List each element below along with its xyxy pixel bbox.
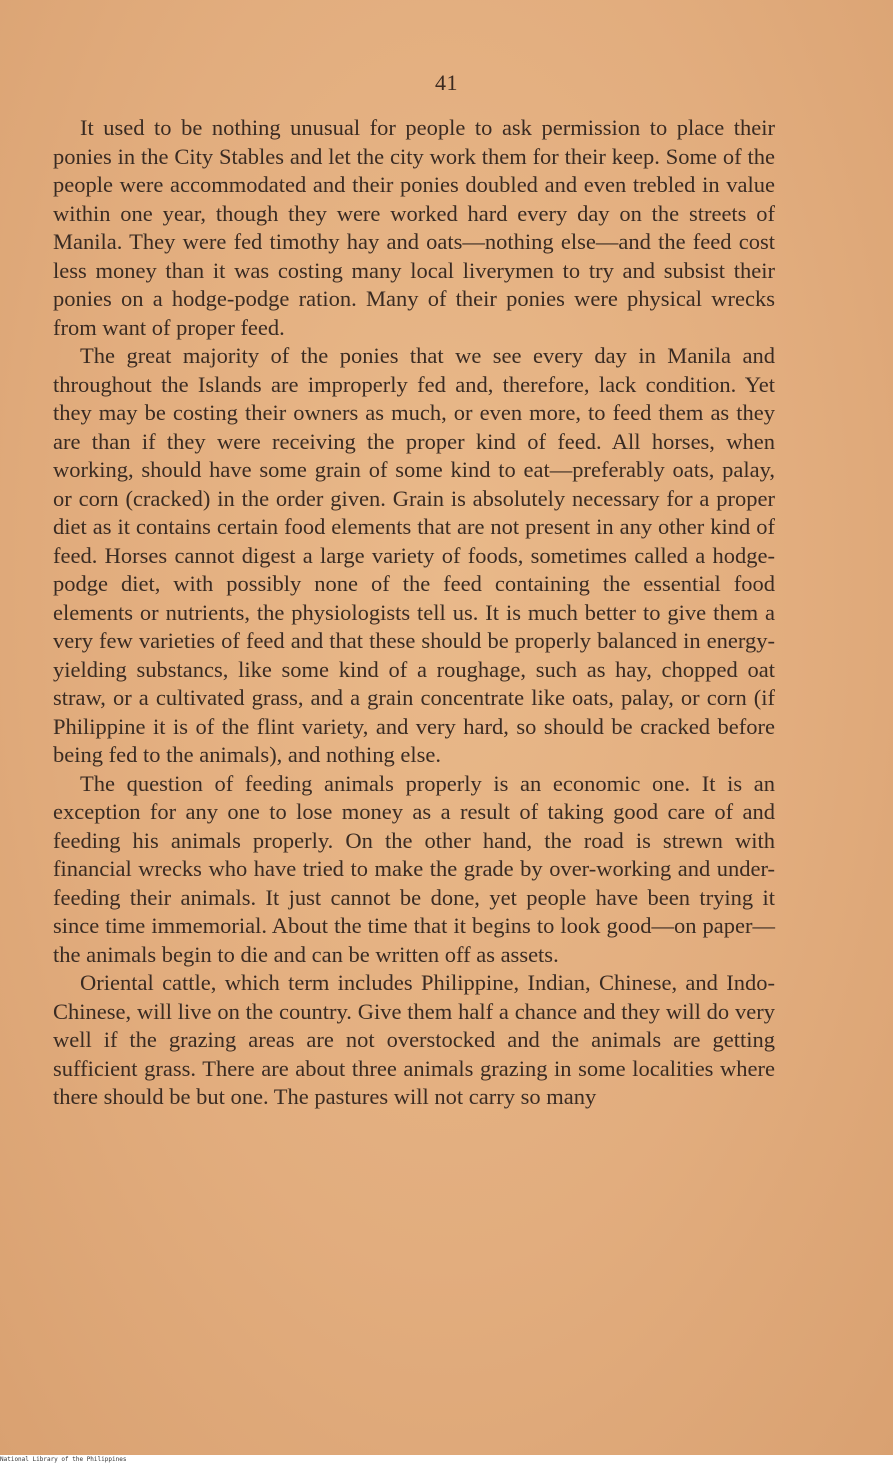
paragraph-2: The great majority of the ponies that we see every day in Manila and throughout the Islands are improperly fed and, therefore, lack condition. Yet they may be costing their owners as much, or even more, to feed them as they are than if they were receiving the proper kind of feed. All horses, when working, should have some grain of some kind to eat—preferably oats, palay, or corn (cracked) in the order given. Grain is absolutely necessary for a proper diet as it contains certain food elements that are not present in any other kind of feed. Horses cannot digest a large variety of foods, sometimes called a hodge-podge diet, with possibly none of the feed containing the essential food elements or nutrients, the physiologists tell us. It is much better to give them a very few varieties of feed and that these should be properly balanced in energy-yielding substancs, like some kind of a roughage, such as hay, chopped oat straw, or a cultivated grass, and a grain concentrate like oats, palay, or corn (if Philippine it is of the flint variety, and very hard, so should be cracked before being fed to the animals), and nothing else. [53, 343, 775, 767]
library-credit: National Library of the Philippines [0, 1456, 127, 1463]
page-number: 41 [435, 70, 458, 95]
paragraph-4: Oriental cattle, which term includes Philippine, Indian, Chinese, and Indo-Chinese, will live on the country. Give them half a chance and they will do very well if the grazing areas are not overstocked and the animals are getting sufficient grass. There are about three animals grazing in some localities where there should be but one. The pastures will not carry so many [53, 970, 775, 1109]
body-text [53, 114, 775, 1112]
paragraph-1: It used to be nothing unusual for people to ask permission to place their ponies in the City Stables and let the city work them for their keep. Some of the people were accommodated and their ponies doubled and even trebled in value within one year, though they were worked hard every day on the streets of Manila. They were fed timothy hay and oats—nothing else—and the feed cost less money than it was costing many local liverymen to try and subsist their ponies on a hodge-podge ration. Many of their ponies were physical wrecks from want of proper feed. [53, 115, 775, 340]
paragraph-3: The question of feeding animals properly is an economic one. It is an exception for any one to lose money as a result of taking good care of and feeding his animals properly. On the other hand, the road is strewn with financial wrecks who have tried to make the grade by over-working and under-feeding their animals. It just cannot be done, yet people have been trying it since time immemorial. About the time that it begins to look good—on paper—the animals begin to die and can be written off as assets. [53, 770, 775, 967]
